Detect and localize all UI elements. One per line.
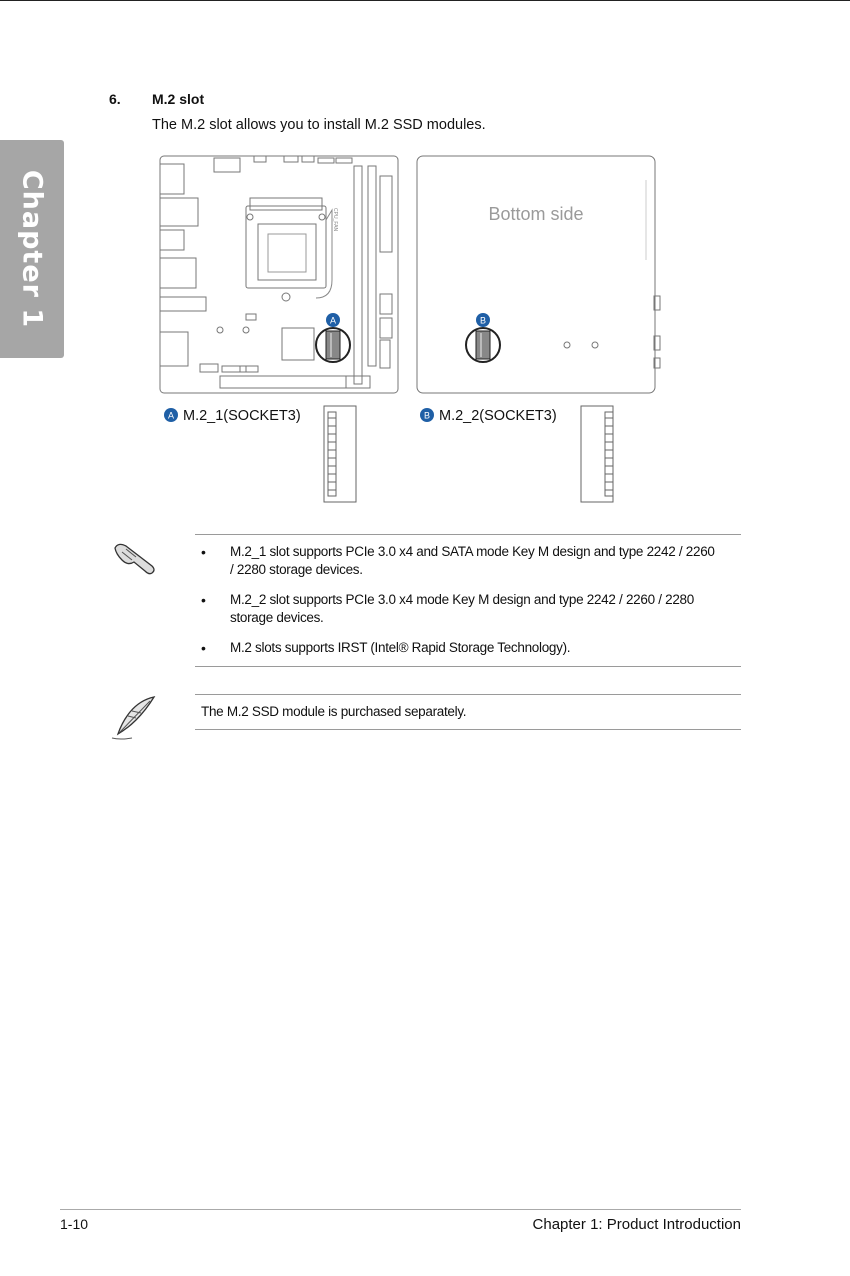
m2-slot-diagram — [150, 150, 670, 510]
slot-b-label: M.2_2(SOCKET3) — [439, 408, 557, 424]
top-rule — [0, 0, 850, 1]
legend-a-letter: A — [167, 410, 175, 421]
marker-a-label: A — [329, 315, 337, 326]
slot-a-label: M.2_1(SOCKET3) — [183, 408, 301, 424]
section-title: M.2 slot — [152, 91, 205, 107]
section-number: 6. — [109, 91, 121, 107]
caution-text: The M.2 SSD module is purchased separately. — [201, 704, 467, 719]
quill-pen-icon — [110, 694, 158, 742]
chapter-tab — [0, 140, 64, 358]
note-bullet-list — [200, 543, 720, 669]
motherboard-bottom-view — [417, 156, 660, 393]
footer-chapter-title: Chapter 1: Product Introduction — [532, 1216, 741, 1233]
m2-connector-a — [324, 406, 356, 502]
caution-bottom-rule — [195, 729, 741, 730]
caution-top-rule — [195, 694, 741, 695]
section-description: The M.2 slot allows you to install M.2 SSD modules. — [152, 117, 486, 133]
bottom-side-label: Bottom side — [488, 204, 584, 224]
footer-rule — [60, 1209, 741, 1210]
board-silkscreen: CPU_FAN — [332, 208, 338, 232]
page-number: 1-10 — [60, 1216, 89, 1232]
note-top-rule — [195, 534, 741, 535]
legend-b-letter: B — [423, 410, 431, 421]
hand-pointer-icon — [112, 540, 158, 576]
list-item: • M.2_2 slot supports PCIe 3.0 x4 mode Key M design and type 2242 / 2260 / 2280 storage devices. — [200, 591, 720, 627]
list-item: • M.2_1 slot supports PCIe 3.0 x4 and SATA mode Key M design and type 2242 / 2260 / 2280 storage devices. — [200, 543, 720, 579]
motherboard-top-view — [160, 156, 398, 393]
marker-b-label: B — [479, 315, 487, 326]
list-item: • M.2 slots supports IRST (Intel® Rapid Storage Technology). — [200, 639, 720, 657]
chapter-tab-label: Chapter 1 — [16, 169, 48, 329]
note-bottom-rule — [195, 666, 741, 667]
m2-connector-b — [581, 406, 613, 502]
